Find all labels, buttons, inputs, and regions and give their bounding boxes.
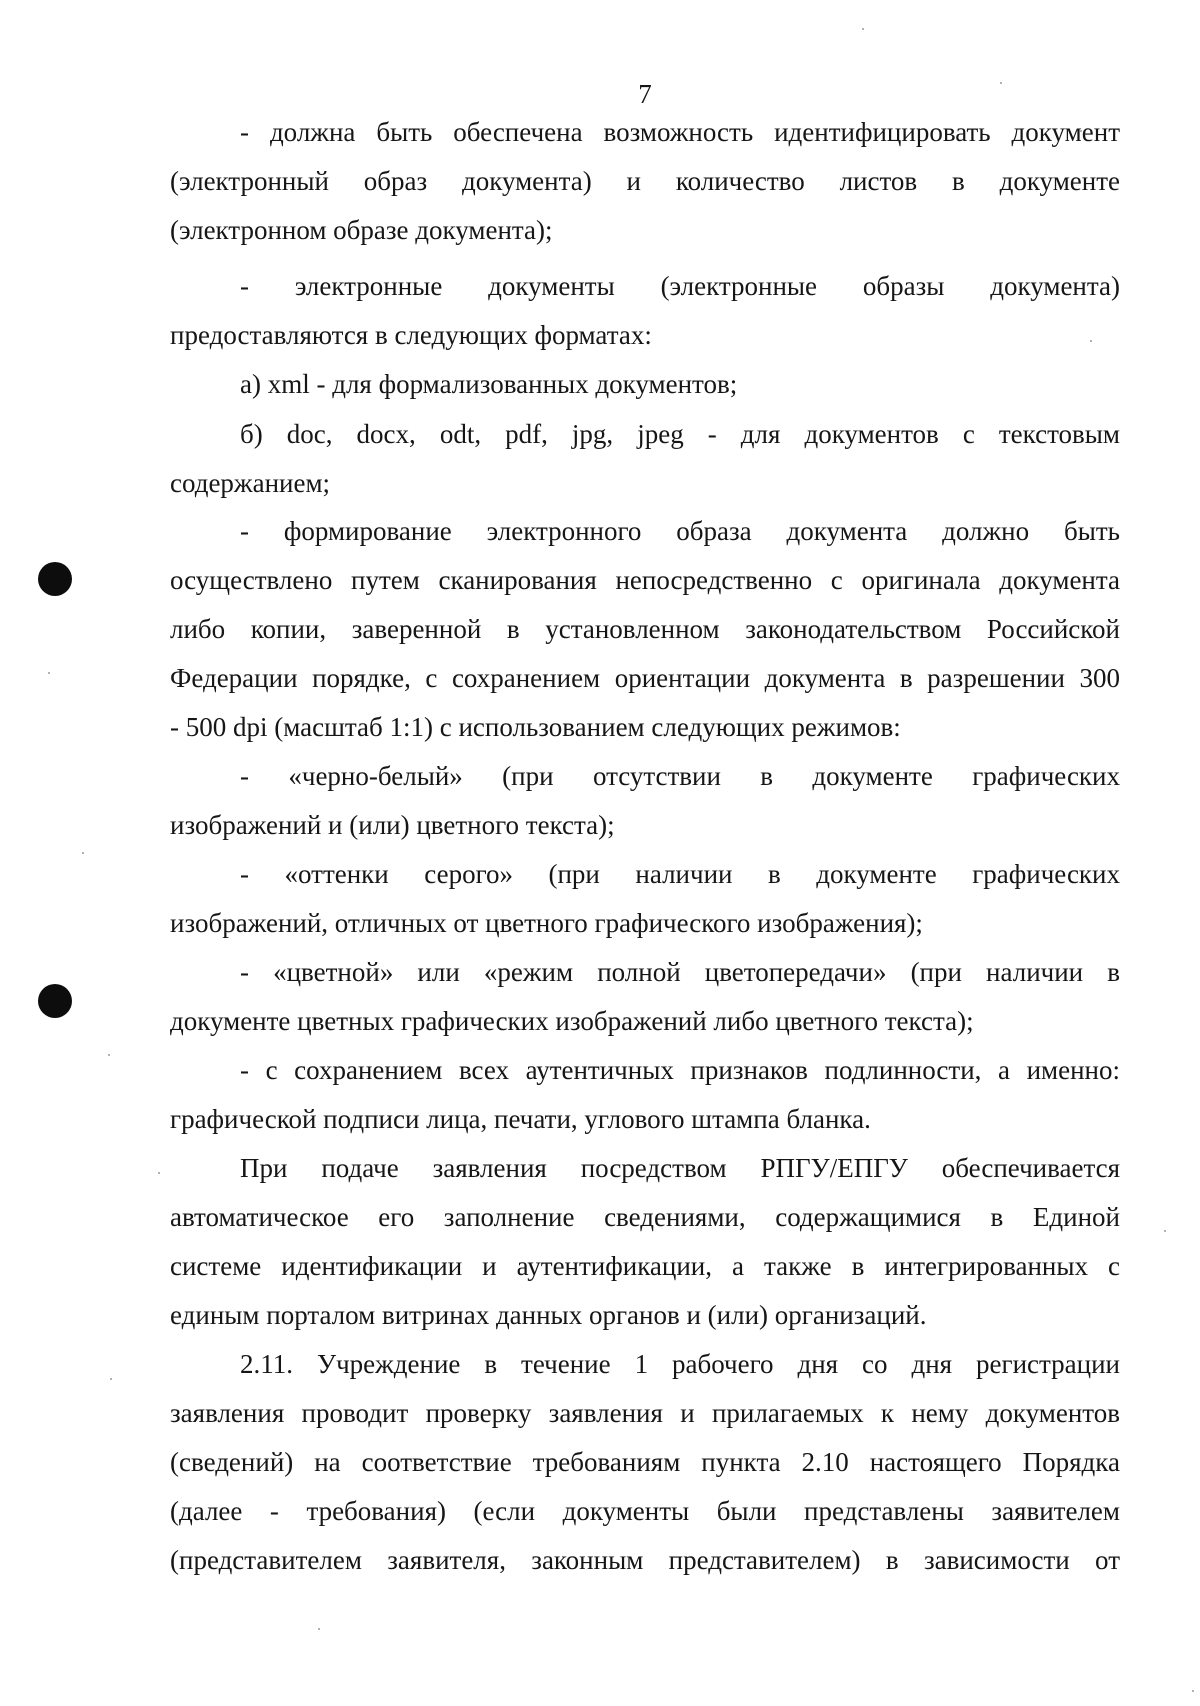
text-line: (далее - требования) (если документы были представлены заявителем — [170, 1496, 1120, 1526]
text-line: Федерации порядке, с сохранением ориентации документа в разрешении 300 — [170, 663, 1120, 693]
text-line: графической подписи лица, печати, углового штампа бланка. — [170, 1104, 871, 1134]
text-line: предоставляются в следующих форматах: — [170, 320, 652, 350]
text-line: - 500 dpi (масштаб 1:1) с использованием следующих режимов: — [170, 712, 901, 742]
text-line: а) xml - для формализованных документов; — [240, 369, 738, 399]
scan-speck — [158, 1172, 160, 1174]
body-text — [170, 410, 1120, 508]
scan-speck — [110, 1378, 112, 1380]
body-text — [170, 507, 1120, 752]
scan-speck — [48, 672, 50, 674]
text-line: либо копии, заверенной в установленном законодательством Российской — [170, 614, 1120, 644]
body-text — [170, 108, 1120, 255]
body-text — [170, 1144, 1120, 1340]
text-line: - «цветной» или «режим полной цветопередачи» (при наличии в — [240, 957, 1120, 987]
text-line: 2.11. Учреждение в течение 1 рабочего дня со дня регистрации — [240, 1349, 1120, 1379]
text-line: изображений, отличных от цветного графического изображения); — [170, 908, 923, 938]
scan-speck — [1164, 1230, 1166, 1232]
body-text — [170, 360, 1120, 409]
punch-hole-top — [38, 562, 72, 596]
scan-speck — [318, 1628, 320, 1630]
scan-speck — [82, 852, 84, 854]
text-line: - «черно-белый» (при отсутствии в документе графических — [240, 761, 1120, 791]
text-line: изображений и (или) цветного текста); — [170, 810, 615, 840]
punch-hole-bottom — [38, 984, 72, 1018]
text-line: содержанием; — [170, 468, 331, 498]
text-line: (электронном образе документа); — [170, 215, 553, 245]
text-line: (сведений) на соответствие требованиям пункта 2.10 настоящего Порядка — [170, 1447, 1120, 1477]
text-line: заявления проводит проверку заявления и прилагаемых к нему документов — [170, 1398, 1120, 1428]
text-line: - должна быть обеспечена возможность идентифицировать документ — [240, 117, 1120, 147]
scan-speck — [1192, 1690, 1194, 1692]
text-line: (представителем заявителя, законным представителем) в зависимости от — [170, 1545, 1120, 1575]
scan-speck — [862, 28, 864, 30]
text-line: документе цветных графических изображений либо цветного текста); — [170, 1006, 974, 1036]
body-text — [170, 1046, 1120, 1144]
scan-speck — [1000, 82, 1002, 84]
body-text — [170, 262, 1120, 360]
text-line: осуществлено путем сканирования непосредственно с оригинала документа — [170, 565, 1120, 595]
text-line: - с сохранением всех аутентичных признаков подлинности, а именно: — [240, 1055, 1120, 1085]
text-line: единым порталом витринах данных органов и (или) организаций. — [170, 1300, 927, 1330]
text-line: - «оттенки серого» (при наличии в документе графических — [240, 859, 1120, 889]
scan-speck — [108, 1054, 110, 1056]
text-line: - формирование электронного образа документа должно быть — [240, 516, 1120, 546]
text-line: б) doc, docx, odt, pdf, jpg, jpeg - для документов с текстовым — [240, 419, 1120, 449]
text-line: При подаче заявления посредством РПГУ/ЕПГУ обеспечивается — [240, 1153, 1120, 1183]
body-text — [170, 850, 1120, 948]
text-line: системе идентификации и аутентификации, а также в интегрированных с — [170, 1251, 1120, 1281]
body-text — [170, 1340, 1120, 1585]
body-text — [170, 948, 1120, 1046]
page-number: 7 — [638, 79, 652, 109]
text-line: автоматическое его заполнение сведениями, содержащимися в Единой — [170, 1202, 1120, 1232]
text-line: (электронный образ документа) и количество листов в документе — [170, 166, 1120, 196]
body-text — [170, 752, 1120, 850]
text-line: - электронные документы (электронные образы документа) — [240, 271, 1120, 301]
